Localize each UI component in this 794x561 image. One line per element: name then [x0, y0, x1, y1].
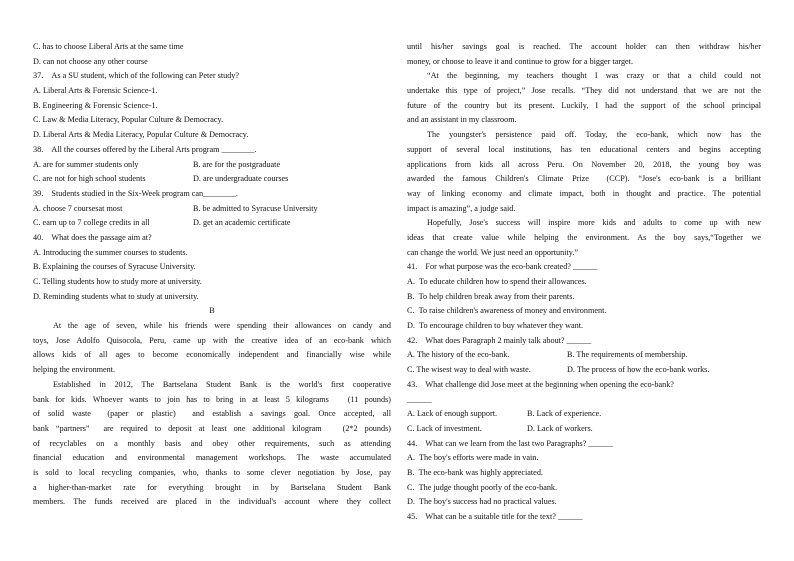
passage-b-para2-line5: of recyclables on a monthly basis and obey other requirements, such as attending — [33, 438, 391, 448]
q44-option-d: D. The boy's success had no practical values. — [407, 497, 557, 507]
passage-b-para4-line3: applications from kids all across Peru. On November 20, 2018, the young boy was — [407, 159, 761, 169]
q40-option-d: D. Reminding students what to study at university. — [33, 291, 199, 301]
q38-stem: 38. All the courses offered by the Liberal Arts program ________. — [33, 144, 257, 154]
q38-option-d: D. are undergraduate courses — [193, 174, 289, 184]
q38-options-ab — [33, 158, 391, 173]
passage-b-para2-line9: members. The funds received are placed in the individual's account where they collect — [33, 497, 391, 507]
passage-b-para5-line1: Hopefully, Jose's success will inspire more kids and adults to come up with new — [427, 218, 761, 228]
q42-options-cd — [407, 363, 761, 378]
left-column — [33, 40, 391, 510]
passage-b-para4-line4: awarded the famous Children's Climate Prize (CCP). “Jose's eco-bank is a brilliant — [407, 174, 761, 184]
q37-option-b: B. Engineering & Forensic Science-1. — [33, 100, 158, 110]
q42-option-d: D. The process of how the eco-bank works. — [567, 365, 710, 375]
passage-b-para3-line1: “At the beginning, my teachers thought I was crazy or that a child could not — [427, 71, 761, 81]
q41-option-d: D. To encourage children to buy whatever they want. — [407, 321, 584, 331]
passage-b-para5-line3: can change the world. We just need an opportunity.” — [407, 247, 578, 257]
q41-stem: 41. For what purpose was the eco-bank created? ______ — [407, 262, 598, 272]
passage-b-para4-line6: impact is amazing”, a judge said. — [407, 203, 516, 213]
q36-option-c: C. has to choose Liberal Arts at the same time — [33, 42, 184, 51]
passage-b-para1-line1: At the age of seven, while his friends were spending their allowances on candy and — [53, 321, 391, 331]
passage-b-para2-line7: is sold to local recycling companies, who, thanks to some clever negotiation by Jose, pay — [33, 467, 391, 477]
passage-b-para2-cont-line1: until his/her savings goal is reached. The account holder can then withdraw his/her — [407, 42, 761, 51]
passage-b-para1-line2: toys, Jose Adolfo Quisocola, Peru, came up with the creative idea of an eco-bank which — [33, 335, 391, 345]
right-column — [407, 40, 761, 525]
q43-option-c: C. Lack of investment. — [407, 423, 482, 433]
q42-options-ab — [407, 348, 761, 363]
passage-b-para3-line4: and an assistant in my classroom. — [407, 115, 517, 125]
q41-option-a: A. To educate children how to spend their allowances. — [407, 277, 587, 286]
q43-options-ab — [407, 407, 761, 422]
passage-b-para1-line4: helping the environment. — [33, 365, 116, 375]
passage-b-para2-line8: a higher-than-market rate for everything brought in by Bartselana Student Bank — [33, 482, 391, 492]
passage-b-para4-line5: way of linking economy and climate impact, both in thought and practice. The potential — [407, 188, 761, 198]
q40-option-b: B. Explaining the courses of Syracuse University. — [33, 262, 196, 272]
q37-stem: 37. As a SU student, which of the following can Peter study? — [33, 71, 240, 81]
q43-option-b: B. Lack of experience. — [527, 409, 602, 419]
q42-stem: 42. What does Paragraph 2 mainly talk about? ______ — [407, 335, 592, 345]
passage-b-para3-line2: undertake this type of project,” Jose recalls. “They did not understand that we are not the — [407, 86, 761, 96]
passage-b-para1-line3: allows kids of all ages to become economically independent and financially wise while — [33, 350, 391, 360]
passage-b-para2-line3: of solid waste (paper or plastic) and establish a savings goal. Once accepted, all — [33, 409, 391, 419]
q44-stem: 44. What can we learn from the last two Paragraphs? ______ — [407, 438, 613, 448]
q44-option-c: C. The judge thought poorly of the eco-bank. — [407, 482, 558, 492]
q39-stem: 39. Students studied in the Six-Week program can________. — [33, 188, 238, 198]
q37-option-a: A. Liberal Arts & Forensic Science-1. — [33, 86, 158, 96]
section-b-heading: B — [209, 306, 215, 316]
q41-option-b: B. To help children break away from their parents. — [407, 291, 575, 301]
q42-option-c: C. The wisest way to deal with waste. — [407, 365, 531, 375]
passage-b-para2-line4: bank “partners” are required to deposit at least one additional kilogram (2*2 pounds) — [33, 423, 391, 433]
q43-answer-blank: ______ — [407, 394, 432, 404]
q38-option-b: B. are for the postgraduate — [193, 159, 281, 169]
q44-option-b: B. The eco-bank was highly appreciated. — [407, 467, 543, 477]
q37-option-c: C. Law & Media Literacy, Popular Culture & Democracy. — [33, 115, 224, 125]
q39-option-d: D. get an academic certificate — [193, 218, 291, 228]
q38-option-a: A. are for summer students only — [33, 159, 139, 169]
passage-b-para2-line1: Established in 2012, The Bartselana Student Bank is the world's first cooperative — [53, 379, 391, 389]
q43-stem: 43. What challenge did Jose meet at the beginning when opening the eco-bank? — [407, 379, 674, 389]
q39-options-cd — [33, 216, 391, 231]
passage-b-para4-line2: support of several local institutions, has ten educational centers and begins accepting — [407, 144, 761, 154]
passage-b-para2-line6: financial education and environmental management workshops. The waste accumulated — [33, 453, 391, 463]
q36-option-d: D. can not choose any other course — [33, 56, 148, 66]
q43-option-a: A. Lack of enough support. — [407, 409, 498, 419]
q40-option-a: A. Introducing the summer courses to students. — [33, 247, 188, 257]
q38-options-cd — [33, 172, 391, 187]
q45-stem: 45. What can be a suitable title for the text? ______ — [407, 512, 583, 521]
q42-option-b: B. The requirements of membership. — [567, 350, 688, 360]
passage-b-para5-line2: ideas that create value while helping the environment. As the boy says,“Together we — [407, 232, 761, 242]
passage-b-para2-line2: bank for kids. Whoever wants to join has to bring in at least 5 kilograms (11 pounds) — [33, 394, 391, 404]
q41-option-c: C. To raise children's awareness of money and environment. — [407, 306, 607, 316]
q43-option-d: D. Lack of workers. — [527, 423, 593, 433]
q39-options-ab — [33, 202, 391, 217]
q39-option-b: B. be admitted to Syracuse University — [193, 203, 318, 213]
passage-b-para3-line3: future of the country but its present. Luckily, I had the support of the school principal — [407, 100, 761, 110]
q37-option-d: D. Liberal Arts & Media Literacy, Popular Culture & Democracy. — [33, 130, 249, 140]
q44-option-a: A. The boy's efforts were made in vain. — [407, 453, 539, 463]
q39-option-a: A. choose 7 coursesat most — [33, 203, 123, 213]
q42-option-a: A. The history of the eco-bank. — [407, 350, 510, 360]
q38-option-c: C. are not for high school students — [33, 174, 146, 184]
passage-b-para2-cont-line2: money, or choose to leave it and continue to grow for a bigger target. — [407, 56, 633, 66]
q40-option-c: C. Telling students how to study more at university. — [33, 277, 202, 286]
q40-stem: 40. What does the passage aim at? — [33, 232, 152, 242]
passage-b-para4-line1: The youngster's persistence paid off. Today, the eco-bank, which now has the — [427, 130, 761, 140]
q39-option-c: C. earn up to 7 college credits in all — [33, 218, 150, 228]
q43-options-cd — [407, 422, 761, 437]
